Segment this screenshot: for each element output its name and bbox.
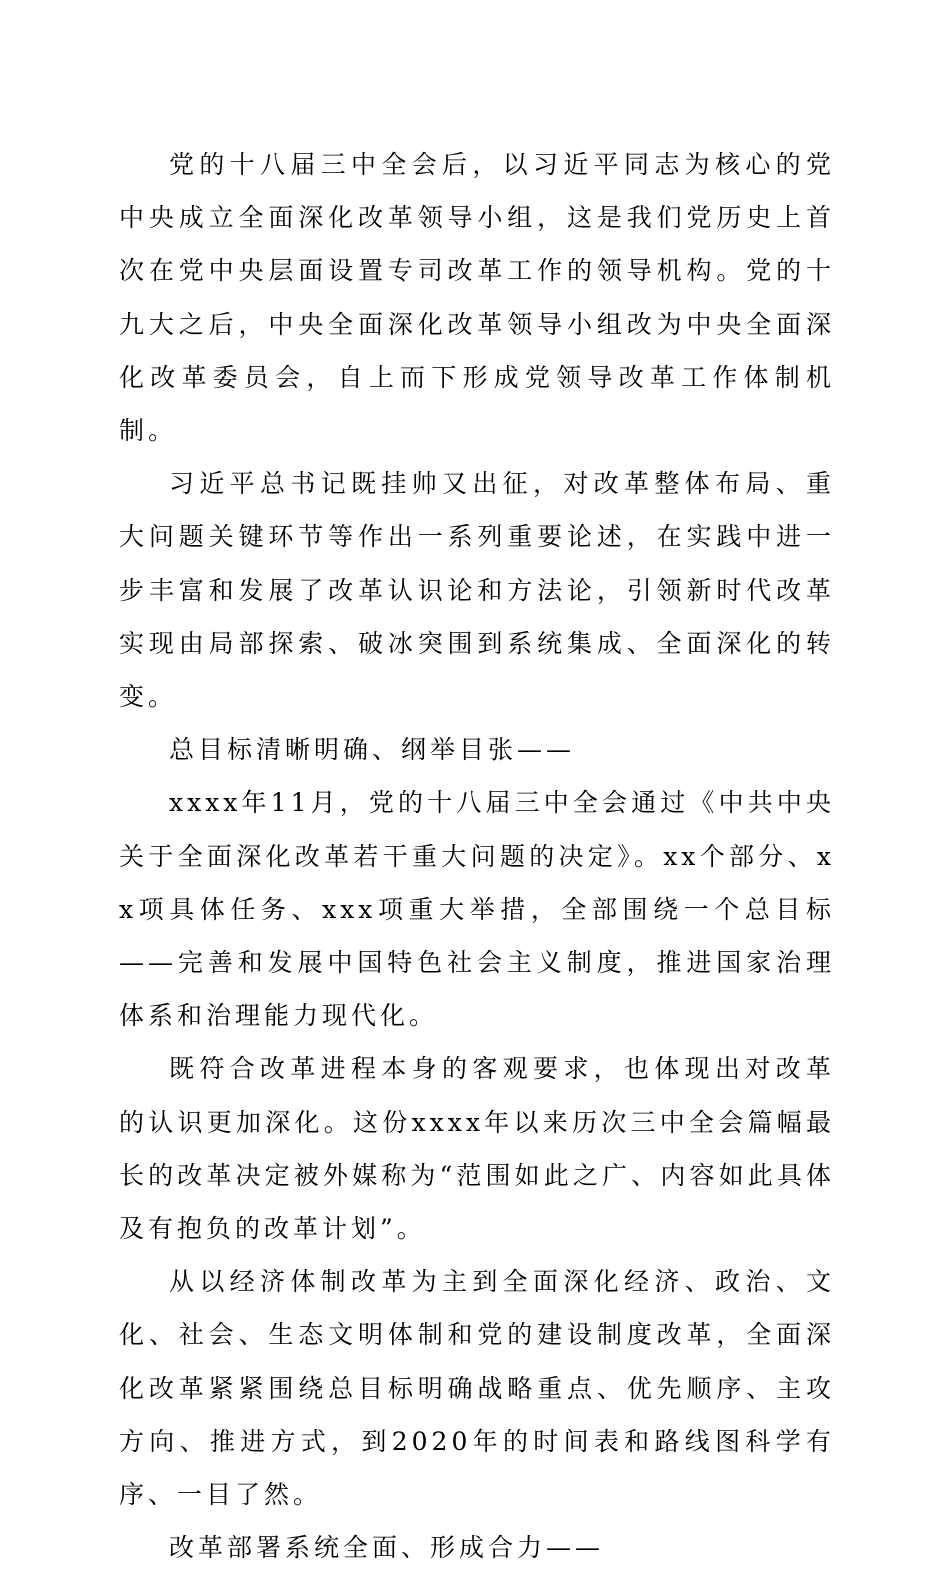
paragraph: 习近平总书记既挂帅又出征，对改革整体布局、重大问题关键环节等作出一系列重要论述，在实践中进一步丰富和发展了改革认识论和方法论，引领新时代改革实现由局部探索、破冰突围到系统集成、全面深化的转变。 xyxy=(119,469,835,712)
paragraph: xxxx年11月，党的十八届三中全会通过《中共中央关于全面深化改革若干重大问题的决定》。xx个部分、xx项具体任务、xxx项重大举措，全部围绕一个总目标——完善和发展中国特色社会主义制度，推进国家治理体系和治理能力现代化。 xyxy=(119,788,835,1031)
section-heading: 总目标清晰明确、纲举目张—— xyxy=(169,735,576,765)
paragraph: 既符合改革进程本身的客观要求，也体现出对改革的认识更加深化。这份xxxx年以来历次三中全会篇幅最长的改革决定被外媒称为“范围如此之广、内容如此具体及有抱负的改革计划”。 xyxy=(119,1054,835,1244)
paragraph: 从以经济体制改革为主到全面深化经济、政治、文化、社会、生态文明体制和党的建设制度改革，全面深化改革紧紧围绕总目标明确战略重点、优先顺序、主攻方向、推进方式，到2020年的时间表和路线图科学有序、一目了然。 xyxy=(119,1267,835,1510)
document-body xyxy=(119,138,835,1574)
paragraph: 党的十八届三中全会后，以习近平同志为核心的党中央成立全面深化改革领导小组，这是我们党历史上首次在党中央层面设置专司改革工作的领导机构。党的十九大之后，中央全面深化改革领导小组改为中央全面深化改革委员会，自上而下形成党领导改革工作体制机制。 xyxy=(119,150,835,446)
section-heading: 改革部署系统全面、形成合力—— xyxy=(169,1533,605,1563)
